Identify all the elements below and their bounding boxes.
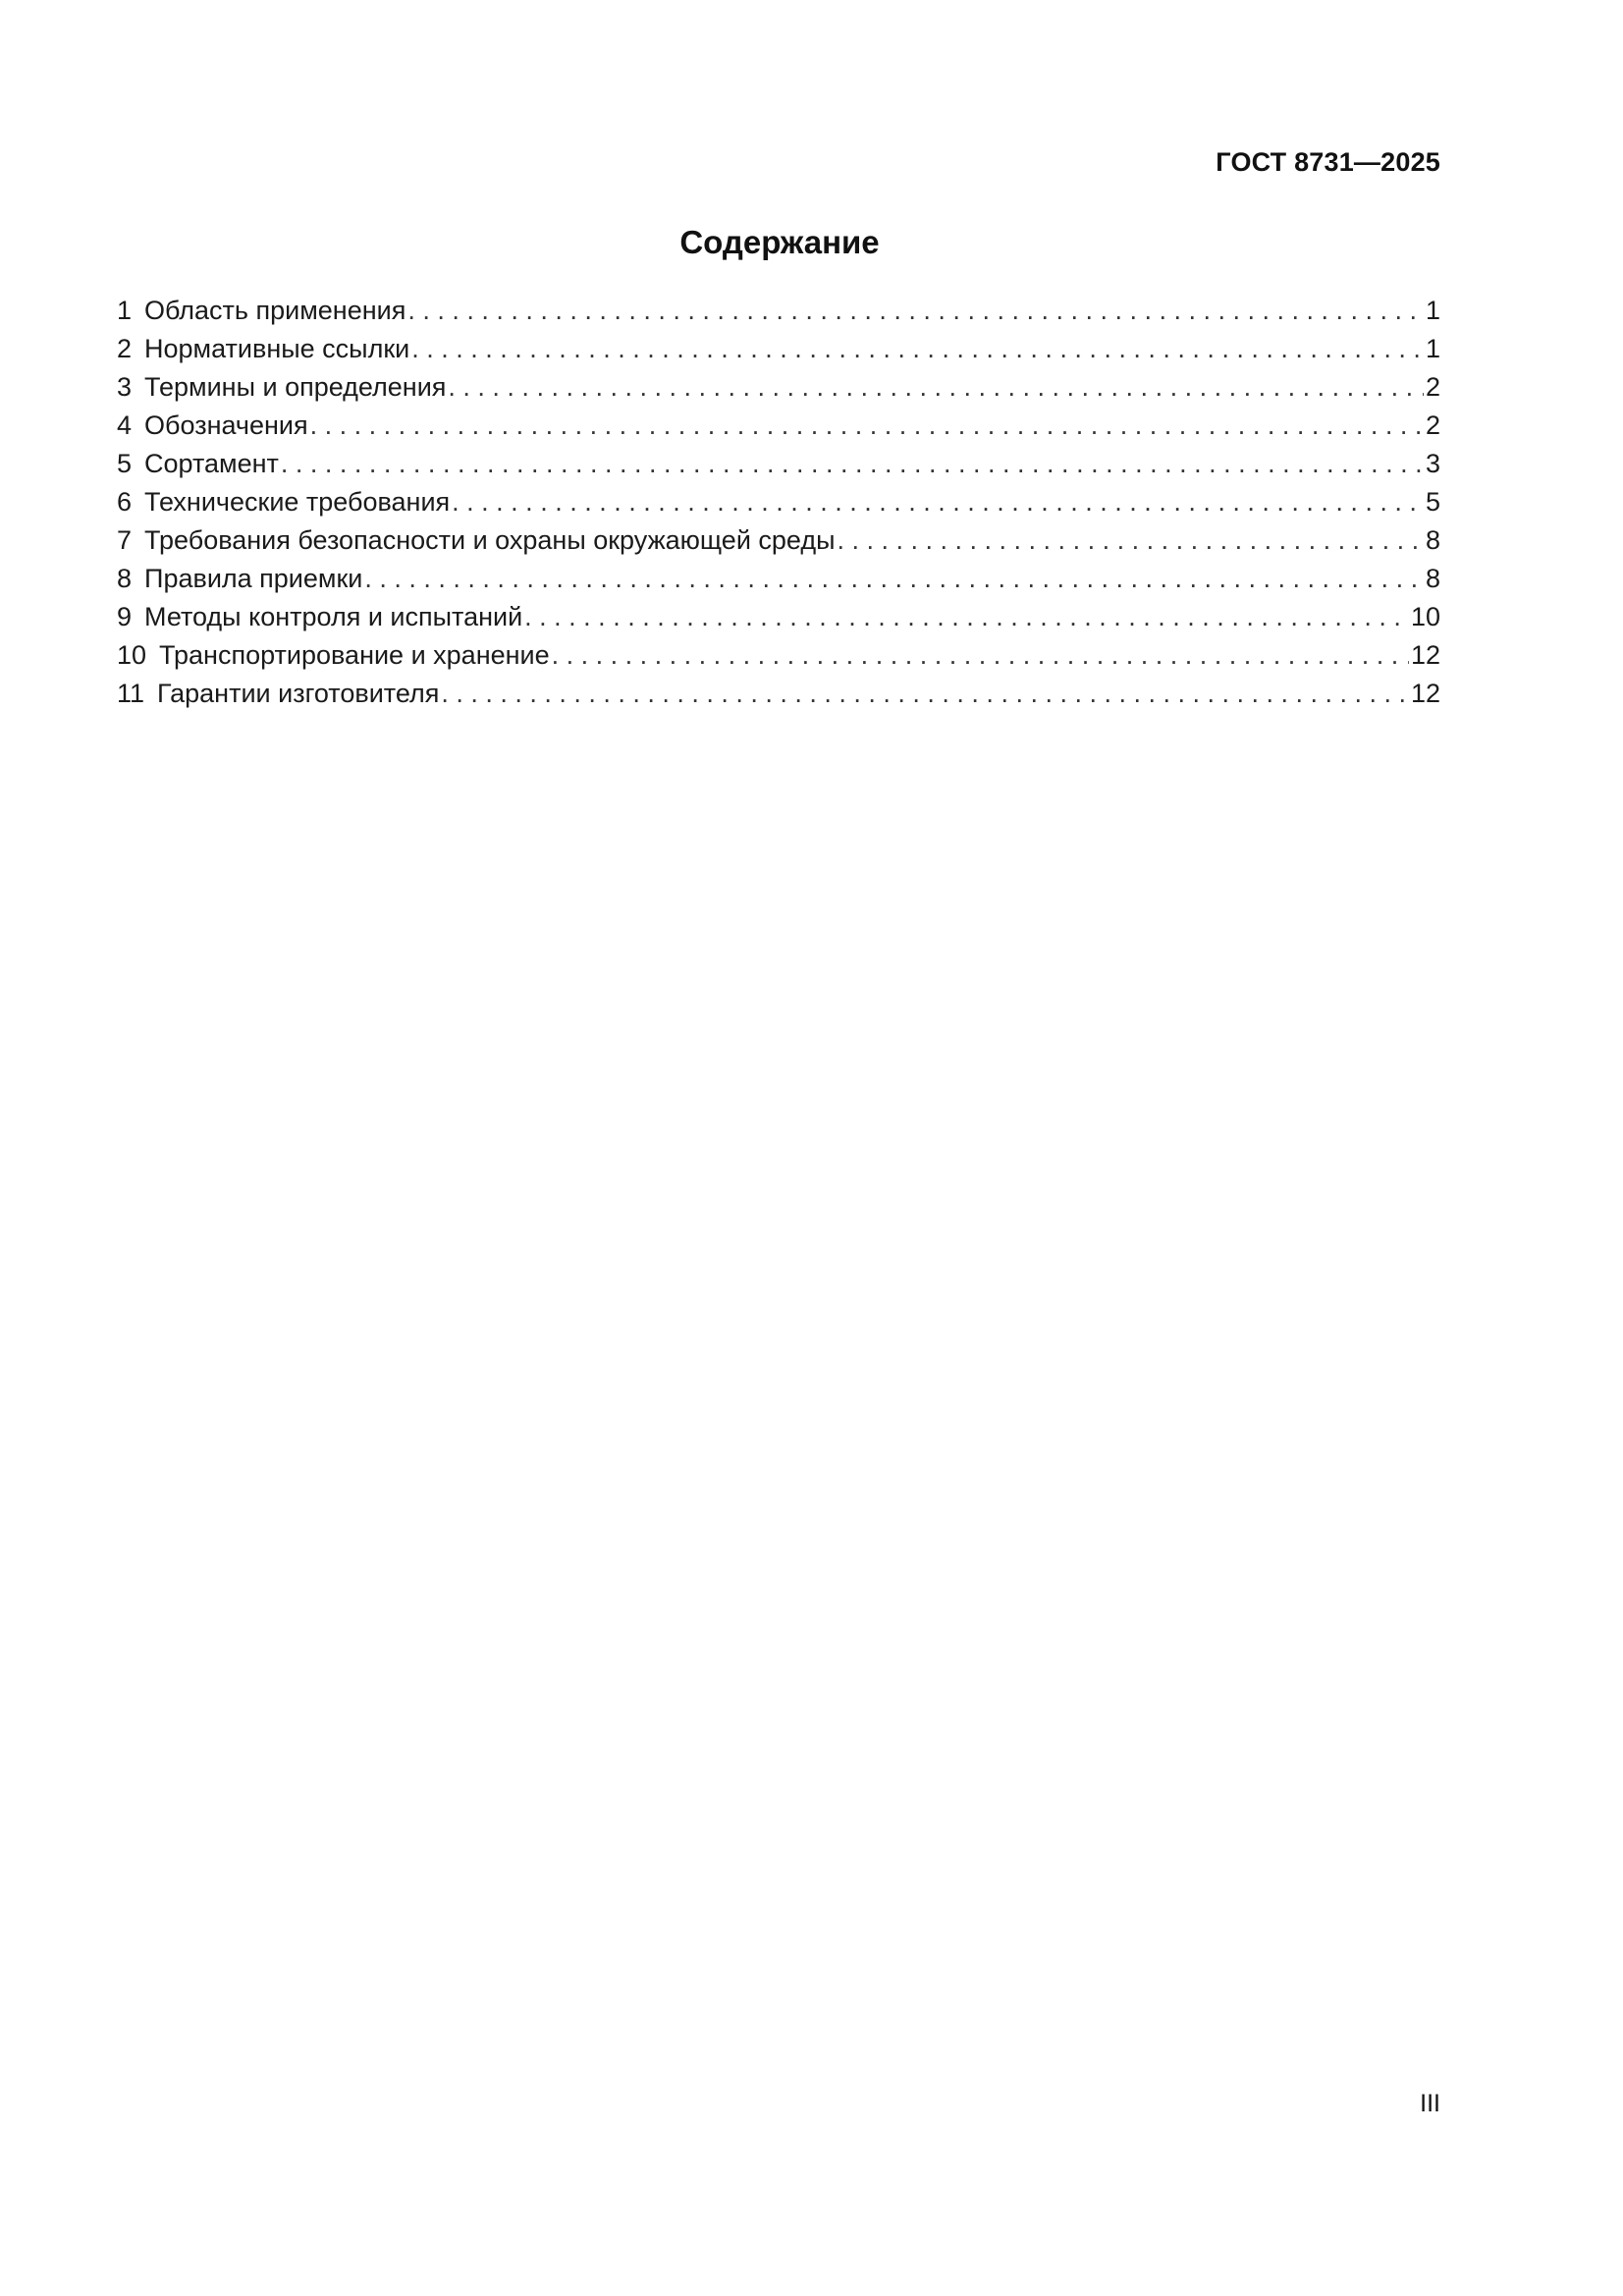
toc-dot-leader xyxy=(524,598,1409,636)
toc-entry-number: 1 xyxy=(117,296,133,325)
toc-dot-leader xyxy=(310,407,1424,445)
toc-entry-label: Обозначения xyxy=(144,410,308,440)
toc-entry-page: 3 xyxy=(1425,449,1440,478)
toc-entry-number: 11 xyxy=(117,679,145,708)
toc-entry[interactable] xyxy=(117,407,1440,445)
toc-entry-page: 8 xyxy=(1425,564,1440,593)
table-of-contents xyxy=(117,292,1440,713)
toc-entry-number: 8 xyxy=(117,564,133,593)
toc-entry-label: Сортамент xyxy=(144,449,279,478)
toc-entry-page: 5 xyxy=(1425,487,1440,517)
toc-entry-page: 12 xyxy=(1410,640,1440,670)
toc-entry[interactable] xyxy=(117,560,1440,598)
toc-entry-page: 12 xyxy=(1410,679,1440,708)
toc-dot-leader xyxy=(441,675,1409,713)
toc-dot-leader xyxy=(364,560,1424,598)
toc-entry-label: Технические требования xyxy=(144,487,451,517)
document-code: ГОСТ 8731—2025 xyxy=(1216,147,1440,177)
toc-dot-leader xyxy=(448,368,1424,407)
toc-entry[interactable] xyxy=(117,368,1440,407)
toc-entry[interactable] xyxy=(117,330,1440,368)
toc-entry-page: 1 xyxy=(1425,334,1440,363)
toc-dot-leader xyxy=(407,292,1424,330)
toc-title: Содержание xyxy=(679,224,880,260)
toc-dot-leader xyxy=(281,445,1424,483)
toc-dot-leader xyxy=(411,330,1424,368)
toc-entry-label: Гарантии изготовителя xyxy=(157,679,440,708)
toc-entry-label: Методы контроля и испытаний xyxy=(144,602,523,631)
toc-entry-number: 6 xyxy=(117,487,133,517)
toc-entry-number: 10 xyxy=(117,640,147,670)
toc-entry-number: 2 xyxy=(117,334,133,363)
toc-entry-number: 3 xyxy=(117,372,133,402)
toc-entry-number: 5 xyxy=(117,449,133,478)
toc-entry-page: 2 xyxy=(1425,372,1440,402)
toc-entry-number: 4 xyxy=(117,410,133,440)
toc-entry[interactable] xyxy=(117,292,1440,330)
toc-entry-label: Транспортирование и хранение xyxy=(159,640,550,670)
toc-entry[interactable] xyxy=(117,445,1440,483)
toc-entry-number: 9 xyxy=(117,602,133,631)
page-number: III xyxy=(1420,2090,1440,2117)
toc-entry-number: 7 xyxy=(117,525,133,555)
toc-entry-label: Нормативные ссылки xyxy=(144,334,410,363)
toc-entry[interactable] xyxy=(117,598,1440,636)
toc-entry[interactable] xyxy=(117,675,1440,713)
toc-entry-label: Область применения xyxy=(144,296,406,325)
toc-entry-page: 8 xyxy=(1425,525,1440,555)
toc-entry-page: 1 xyxy=(1425,296,1440,325)
toc-dot-leader xyxy=(452,483,1424,521)
toc-entry[interactable] xyxy=(117,483,1440,521)
toc-entry[interactable] xyxy=(117,521,1440,560)
toc-entry-label: Термины и определения xyxy=(144,372,447,402)
toc-dot-leader xyxy=(838,521,1424,560)
toc-entry-label: Требования безопасности и охраны окружающей среды xyxy=(144,525,836,555)
toc-entry-page: 2 xyxy=(1425,410,1440,440)
toc-dot-leader xyxy=(552,636,1409,675)
toc-entry-label: Правила приемки xyxy=(144,564,363,593)
toc-entry[interactable] xyxy=(117,636,1440,675)
toc-entry-page: 10 xyxy=(1410,602,1440,631)
